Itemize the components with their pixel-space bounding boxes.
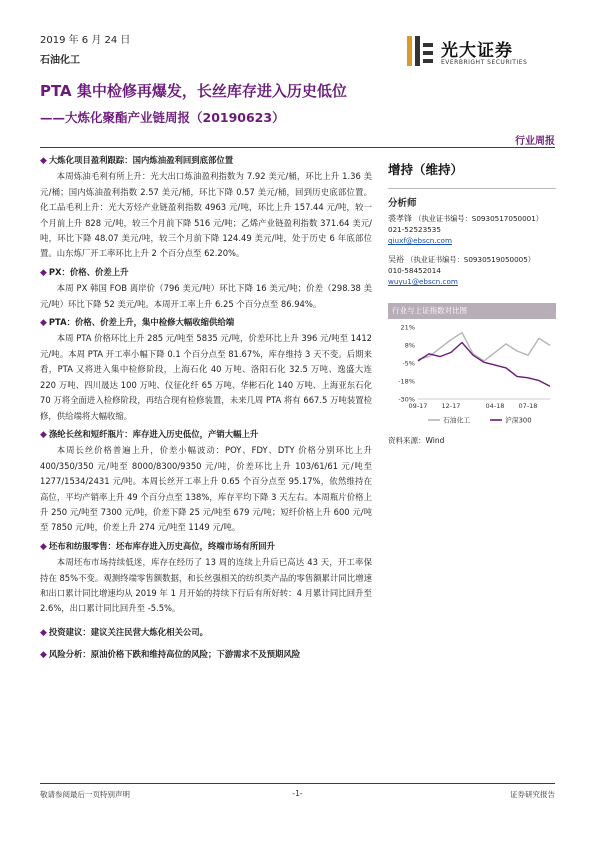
diamond-bullet-icon: ◆ — [40, 156, 47, 166]
footer-disclaimer: 敬请参阅最后一页特别声明 — [40, 790, 130, 799]
report-title: PTA 集中检修再爆发，长丝库存进入历史低位 — [40, 82, 347, 100]
brand-logo-icon — [405, 35, 435, 67]
chart-source: 资料来源：Wind — [388, 436, 445, 445]
x-tick-label: 07-18 — [518, 402, 538, 410]
diamond-bullet-icon: ◆ — [40, 650, 47, 661]
x-tick-label: 09-17 — [408, 402, 428, 410]
sidebar — [388, 150, 556, 446]
legend-label: 沪深300 — [505, 416, 532, 425]
diamond-bullet-icon: ◆ — [40, 429, 47, 440]
brand-name-en: EVERBRIGHT SECURITIES — [441, 59, 528, 66]
diamond-bullet-icon: ◆ — [40, 267, 47, 278]
y-tick-label: 21% — [400, 323, 415, 332]
section-heading: ◆ PTA：价格、价差上升，集中检修大幅收缩供给端 — [40, 317, 235, 329]
chart-canvas — [388, 319, 556, 429]
analyst-phone: 010-58452014 — [388, 266, 441, 275]
analyst-name: 吴裕 — [388, 255, 404, 264]
chart-title: 行业与上证指数对比图 — [388, 303, 556, 319]
sidebar-divider — [388, 188, 556, 189]
y-tick-label: 8% — [404, 341, 415, 350]
analyst-card — [388, 213, 556, 246]
footer-report-label: 证券研究报告 — [510, 790, 555, 799]
footer-divider — [40, 783, 555, 784]
analyst-cert: （执业证书编号：S0930517050001） — [414, 214, 543, 223]
report-type: 行业周报 — [515, 136, 555, 147]
section-body: 本周坯布市场持续低迷，库存在经历了 13 周的连续上升后已高达 43 天，开工率保持在 85%不变。观测终端零售额数据，和长丝强相关的纺织类产品的零售额累计同比增速和出口累计同比增速均从 2019 年 1 月开始的持续下行后有所好转：4 月累计同比回升至 2.6%，出口累计同比回升至 -5.5%。 — [40, 557, 372, 614]
section-heading: ◆ 坯布和纺服零售：坯布库存进入历史高位，终端市场有所回升 — [40, 540, 276, 552]
section-body: 本周 PTA 价格环比上升 285 元/吨至 5835 元/吨，价差环比上升 396 元/吨至 1412 元/吨。本周 PTA 开工率小幅下降 0.1 个百分点至 81.67%，库存维持 3 天不变。后期来看，PTA 又将进入集中检修阶段，上海石化 40 万吨、洛阳石化 32.5 万吨、逸盛大连 220 万吨、四川晟达 100 万吨、仪征化纤 65 万吨、华彬石化 140 万吨、上海亚东石化 70 万将全面进入检修阶段，再结合现有检修装置，未来几周 PTA 将有 667.5 万吨装置检修，供给端将大幅收缩。 — [40, 333, 372, 421]
legend-label: 石油化工 — [443, 416, 471, 425]
brand-name-cn: 光大证券 — [441, 41, 513, 61]
analyst-card — [388, 254, 556, 287]
section-body: 本周炼油毛利有所上升：光大出口炼油盈利指数为 7.92 美元/桶，环比上升 1.36 美元/桶；国内炼油盈利指数 2.57 美元/桶，环比下降 0.57 美元/桶，回到历史底部位置。化工品毛利上升：光大芳烃产业链盈利指数 4963 元/吨，环比上升 157.44 元/吨，较一个月前上升 828 元/吨，较三个月前下降 516 元/吨；乙烯产业链盈利指数 371.64 美元/吨，环比下降 48.07 美元/吨，较三个月前下降 124.49 美元/吨，处于历史 6 年底部位置。山东炼厂开工率环比上升 2 个百分点至 62.20%。 — [40, 171, 372, 259]
analyst-phone: 021-52523535 — [388, 225, 441, 234]
risk-analysis: ◆ 风险分析：原油价格下跌和维持高位的风险；下游需求不及预期风险 — [40, 649, 301, 661]
section-heading: ◆ 大炼化项目盈利跟踪：国内炼油盈利回到底部位置 — [40, 155, 234, 166]
section-heading: ◆ PX：价格、价差上升 — [40, 266, 129, 278]
diamond-bullet-icon: ◆ — [40, 318, 47, 329]
rating: 增持（维持） — [388, 162, 464, 177]
section-body: 本周长丝价格普遍上升，价差小幅波动：POY、FDY、DTY 价格分别环比上升 400/350/350 元/吨至 8000/8300/9350 元/吨，价差环比上升 103/61/61 元/吨至 1277/1534/2431 元/吨。本周长丝开工率上升 0.65 个百分点至 95.17%，依然维持在高位，平均产销率上升 49 个百分点至 138%，库存平均下降 3 天左右。本周瓶片价格上升 250 元/吨至 7300 元/吨，价差下降 25 元/吨至 679 元/吨；短纤价格上升 600 元/吨至 7850 元/吨，价差上升 274 元/吨至 1149 元/吨。 — [40, 445, 372, 533]
diamond-bullet-icon: ◆ — [40, 541, 47, 552]
main-content — [40, 150, 372, 664]
report-date: 2019 年 6 月 24 日 — [40, 35, 131, 46]
analyst-email[interactable]: wuyu1@ebscn.com — [388, 277, 458, 286]
analyst-cert: （执业证书编号：S0930519050005） — [406, 255, 535, 264]
section-heading: ◆ 涤纶长丝和短纤瓶片：库存进入历史低位，产销大幅上升 — [40, 428, 259, 440]
y-tick-label: -18% — [398, 377, 415, 386]
report-subtitle: ——大炼化聚酯产业链周报（20190623） — [40, 110, 285, 125]
index-comparison-chart — [388, 303, 556, 446]
page-number: -1- — [292, 789, 303, 798]
analyst-name: 裘孝锋 — [388, 214, 412, 223]
header-divider — [40, 147, 555, 148]
investment-advice: ◆ 投资建议：建议关注民营大炼化相关公司。 — [40, 626, 209, 638]
analyst-email[interactable]: qiuxf@ebscn.com — [388, 236, 452, 245]
analysts-heading: 分析师 — [388, 198, 417, 209]
x-tick-label: 12-17 — [441, 402, 461, 410]
brand-logo — [405, 35, 555, 71]
x-tick-label: 04-18 — [485, 402, 505, 410]
y-tick-label: -30% — [398, 395, 415, 404]
y-tick-label: -5% — [402, 359, 415, 368]
diamond-bullet-icon: ◆ — [40, 627, 47, 638]
section-body: 本周 PX 韩国 FOB 离岸价（796 美元/吨）环比下降 16 美元/吨；价差（298.38 美元/吨）环比下降 52 美元/吨。本周开工率上升 6.25 个百分点至 86.94%。 — [40, 283, 372, 309]
sector-label: 石油化工 — [40, 55, 80, 66]
